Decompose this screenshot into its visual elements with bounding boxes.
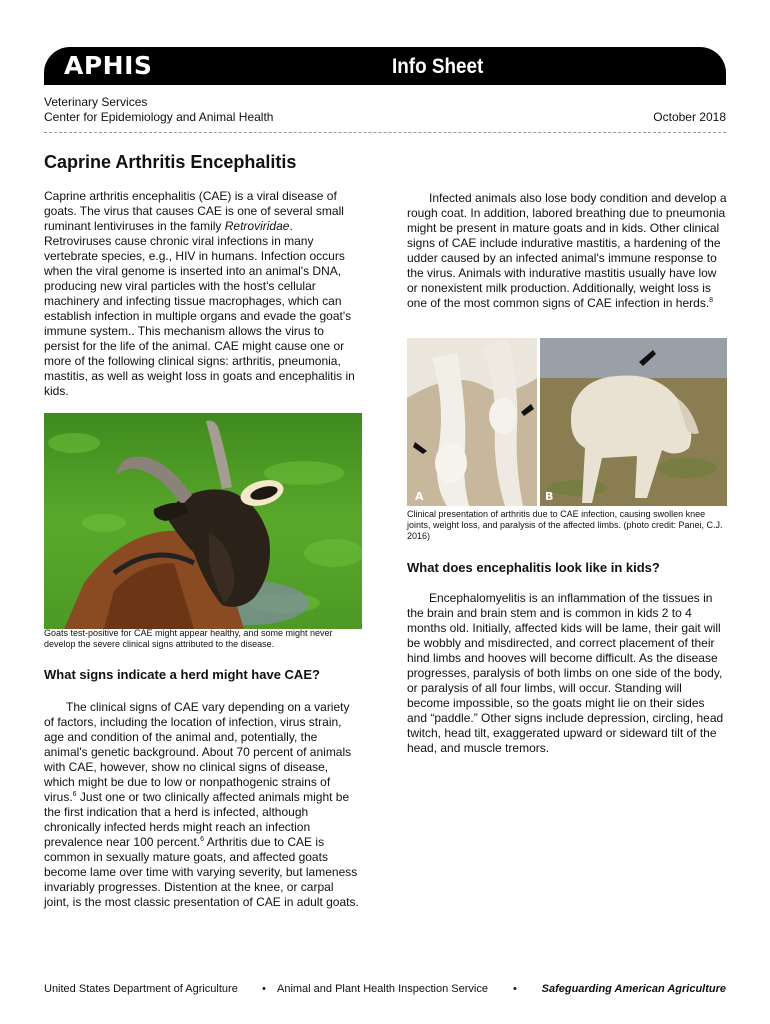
section-heading-encephalitis: What does encephalitis look like in kids? bbox=[407, 560, 660, 575]
header-unit: Veterinary Services bbox=[44, 95, 148, 109]
herd-signs-paragraph: The clinical signs of CAE vary depending on a variety of factors, including the location of infection, virus strain, age and condition of the animal and, potentially, the animal's genetic background. About 70 percent of animals with CAE, however, show no clinical signs of disease, which might be due to low or nonpathogenic strains of virus.$^6$ Just one or two clinically affected animals might be the first indication that a herd is infected, although chronically infected herds might reach an infection prevalence near 100 percent.$^6$ Arthritis due to CAE is common in sexually mature goats, and affected goats become lame over time with varying severity, but lameness invariably progresses. Distention at the knee, or carpal joint, is the most classic presentation of CAE in adult goats. bbox=[44, 700, 359, 909]
footer-bullet-2: • bbox=[513, 983, 517, 995]
arthritis-illustration bbox=[407, 338, 727, 506]
header-banner bbox=[44, 47, 726, 85]
encephalitis-paragraph: Encephalomyelitis is an inflammation of the tissues in the brain and brain stem and is common in kids 2 to 4 months old. Initially, affected kids will be lame, their gait will be wobbly and misdirected, and correct placement of their hind limbs and hooves will become difficult. As the disease progresses, paralysis of both limbs on one side of the body, or paralysis of all four limbs, will occur. Standing will become impossible, so the goats might lie on their sides and “paddle.” Other signs include depression, circling, head twitch, head tilt, exaggerated upward or sideward tilt of the head, and muscle tremors. bbox=[407, 591, 724, 755]
header-center: Center for Epidemiology and Animal Health bbox=[44, 110, 274, 124]
section-heading-herd-signs: What signs indicate a herd might have CAE? bbox=[44, 667, 320, 682]
header-divider bbox=[44, 132, 726, 133]
footer-tagline: Safeguarding American Agriculture bbox=[541, 983, 726, 995]
panel-b-label: B bbox=[545, 490, 554, 503]
goat-photo-caption: Goats test-positive for CAE might appear healthy, and some might never develop the severe clinical signs attributed to the disease. bbox=[44, 628, 333, 649]
footer-aphis: Animal and Plant Health Inspection Service bbox=[277, 983, 488, 995]
intro-paragraph: Caprine arthritis encephalitis (CAE) is a viral disease of goats. The virus that causes CAE is one of several small ruminant lentiviruses in the family Retroviridae. Retroviruses cause chronic viral infections in many vertebrate species, e.g., HIV in humans. Infection occurs when the viral genome is inserted into an animal's DNA, producing new viral particles with the host's cellular machinery and infecting tissue macrophages, which can establish infection in multiple organs and evade the goat's immune system.. This mechanism allows the virus to persist for the life of the animal. CAE might cause one or more of the following clinical signs: arthritis, pneumonia, mastitis, as well as weight loss in goats and encephalitis in kids. bbox=[44, 189, 355, 398]
arthritis-photo-caption: Clinical presentation of arthritis due to CAE infection, causing swollen knee joints, weight loss, and paralysis of the affected limbs. (photo credit: Panei, C.J. 2016) bbox=[407, 509, 723, 541]
aphis-logo: APHIS bbox=[64, 51, 153, 80]
body-condition-paragraph: Infected animals also lose body condition and develop a rough coat. In addition, labored breathing due to pneumonia might be present in mature goats and in kids. Other clinical signs of CAE include indurative mastitis, a hardening of the udder caused by an infected animal's immune response to the virus. Animals with indurative mastitis usually have low or nonexistent milk production. Additionally, weight loss is one of the most common signs of CAE infection in herds.$^8$ bbox=[407, 191, 727, 310]
footer-bullet-1: • bbox=[262, 983, 266, 995]
info-sheet-label: Info Sheet bbox=[392, 55, 484, 78]
panel-a-label: A bbox=[415, 490, 424, 503]
header-date: October 2018 bbox=[653, 110, 726, 124]
page-title: Caprine Arthritis Encephalitis bbox=[44, 152, 297, 172]
arthritis-photos bbox=[407, 338, 727, 506]
goat-illustration bbox=[44, 413, 362, 629]
goat-photo bbox=[44, 413, 362, 629]
footer-usda: United States Department of Agriculture bbox=[44, 983, 238, 995]
